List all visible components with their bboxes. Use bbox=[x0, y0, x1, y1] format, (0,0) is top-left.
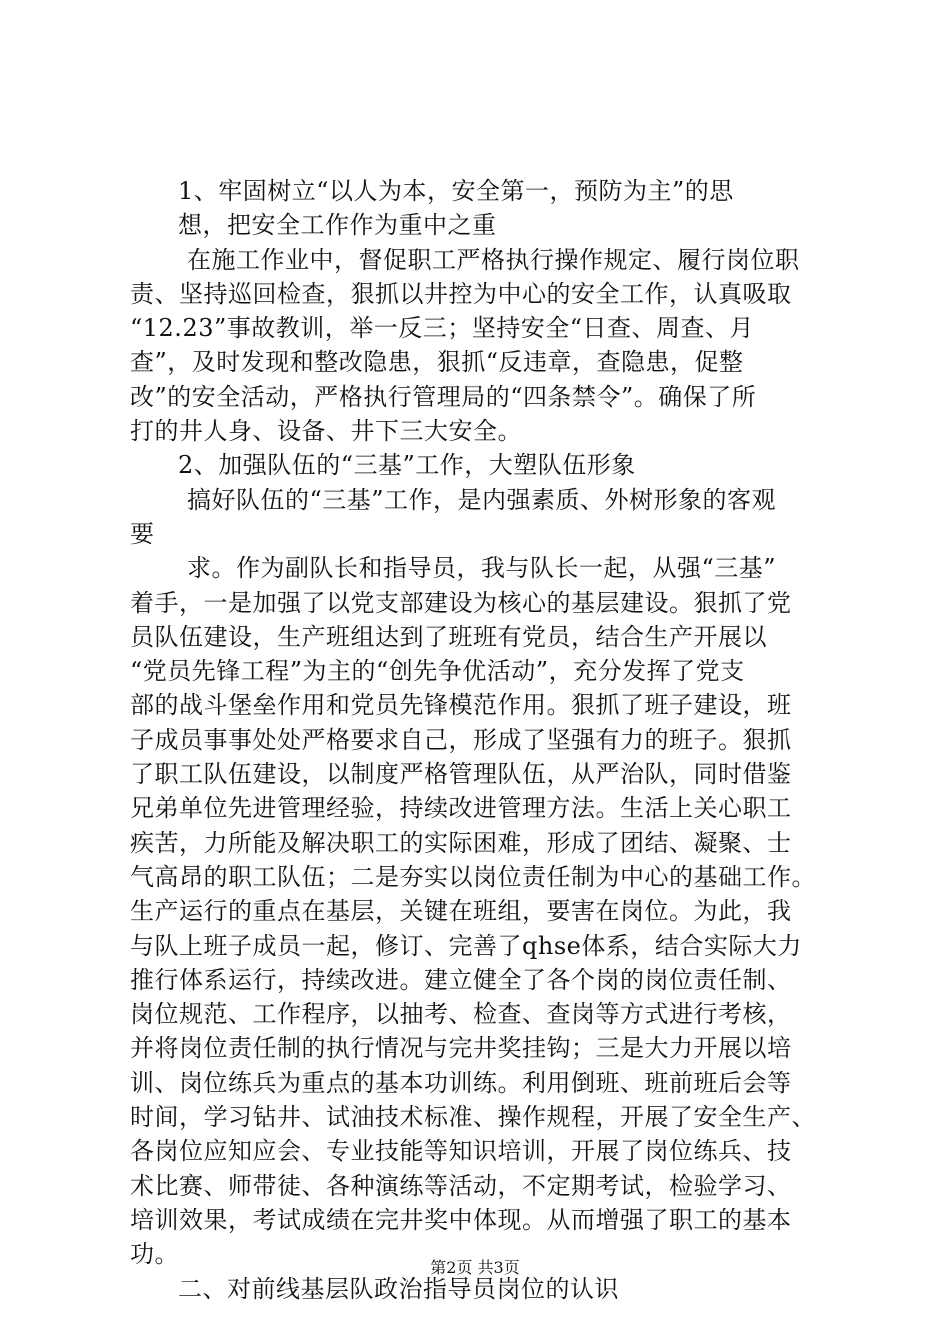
paragraph-1-line-2: 责、坚持巡回检查，狠抓以井控为中心的安全工作，认真吸取 bbox=[130, 279, 792, 308]
paragraph-3-line-5: 部的战斗堡垒作用和党员先锋模范作用。狠抓了班子建设，班 bbox=[130, 691, 792, 720]
paragraph-3-line-17: 时间，学习钻井、试油技术标准、操作规程，开展了安全生产、 bbox=[130, 1103, 816, 1132]
paragraph-3-line-2: 着手，一是加强了以党支部建设为核心的基层建设。狠抓了党 bbox=[130, 588, 792, 617]
paragraph-1-line-6: 打的井人身、设备、井下三大安全。 bbox=[130, 417, 522, 446]
paragraph-3-line-14: 岗位规范、工作程序，以抽考、检查、查岗等方式进行考核， bbox=[130, 1000, 792, 1029]
paragraph-3-line-19: 术比赛、师带徒、各种演练等活动，不定期考试，检验学习、 bbox=[130, 1171, 792, 1200]
paragraph-1-line-5: 改”的安全活动，严格执行管理局的“四条禁令”。确保了所 bbox=[130, 382, 757, 411]
paragraph-3-line-11: 生产运行的重点在基层，关键在班组，要害在岗位。为此，我 bbox=[130, 897, 792, 926]
paragraph-1-line-3: “12.23”事故教训，举一反三；坚持安全“日查、周查、月 bbox=[130, 314, 755, 343]
heading-2: 2、加强队伍的“三基”工作，大塑队伍形象 bbox=[178, 451, 636, 480]
paragraph-3-line-16: 训、岗位练兵为重点的基本功训练。利用倒班、班前班后会等 bbox=[130, 1068, 792, 1097]
paragraph-3-line-15: 并将岗位责任制的执行情况与完井奖挂钩；三是大力开展以培 bbox=[130, 1034, 792, 1063]
paragraph-3-line-13: 推行体系运行，持续改进。建立健全了各个岗的岗位责任制、 bbox=[130, 965, 792, 994]
paragraph-3-line-21: 功。 bbox=[130, 1240, 179, 1269]
paragraph-2-line-2: 要 bbox=[130, 519, 155, 548]
paragraph-3-line-8: 兄弟单位先进管理经验，持续改进管理方法。生活上关心职工 bbox=[130, 794, 792, 823]
paragraph-3-line-1: 求。作为副队长和指导员，我与队长一起，从强“三基” bbox=[187, 554, 777, 583]
paragraph-3-line-9: 疾苦，力所能及解决职工的实际困难，形成了团结、凝聚、士 bbox=[130, 828, 792, 857]
paragraph-3-line-18: 各岗位应知应会、专业技能等知识培训，开展了岗位练兵、技 bbox=[130, 1137, 792, 1166]
paragraph-3-line-4: “党员先锋工程”为主的“创先争优活动”，充分发挥了党支 bbox=[130, 657, 745, 686]
page-number-footer: 第2页 共3页 bbox=[430, 1258, 520, 1277]
heading-1-line-2: 想，把安全工作作为重中之重 bbox=[178, 211, 497, 240]
paragraph-3-line-10: 气高昂的职工队伍；二是夯实以岗位责任制为中心的基础工作。 bbox=[130, 862, 816, 891]
document-body bbox=[130, 174, 850, 1306]
paragraph-1-line-1: 在施工作业中，督促职工严格执行操作规定、履行岗位职 bbox=[187, 245, 800, 274]
paragraph-3-line-20: 培训效果，考试成绩在完井奖中体现。从而增强了职工的基本 bbox=[130, 1205, 792, 1234]
paragraph-3-line-6: 子成员事事处处严格要求自己，形成了坚强有力的班子。狠抓 bbox=[130, 725, 792, 754]
paragraph-3-line-3: 员队伍建设，生产班组达到了班班有党员，结合生产开展以 bbox=[130, 622, 767, 651]
section-heading: 二、对前线基层队政治指导员岗位的认识 bbox=[178, 1274, 619, 1303]
heading-1-line-1: 1、牢固树立“以人为本，安全第一，预防为主”的思 bbox=[178, 177, 734, 205]
paragraph-1-line-4: 查”，及时发现和整改隐患，狠抓“反违章，查隐患，促整 bbox=[130, 348, 744, 377]
paragraph-2-line-1: 搞好队伍的“三基”工作，是内强素质、外树形象的客观 bbox=[187, 485, 777, 514]
paragraph-3-line-12: 与队上班子成员一起，修订、完善了qhse体系，结合实际大力 bbox=[130, 931, 802, 960]
paragraph-3-line-7: 了职工队伍建设，以制度严格管理队伍，从严治队，同时借鉴 bbox=[130, 760, 792, 789]
